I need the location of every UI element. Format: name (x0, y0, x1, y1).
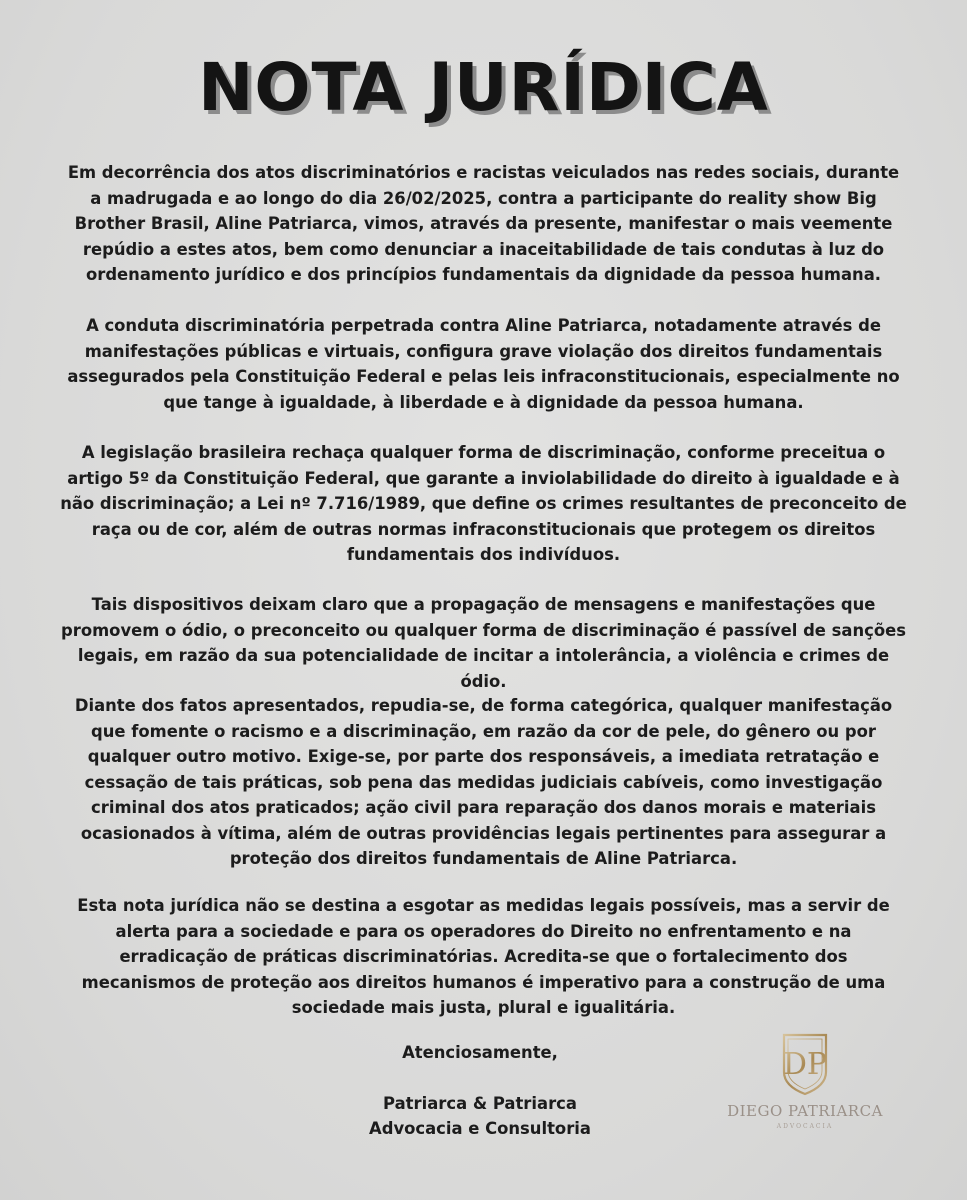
paragraph-conclusion: Esta nota jurídica não se destina a esgotar as medidas legais possíveis, mas a servir de alerta para a sociedade e para os operadores do Direito no enfrentamento e na erradicação de práticas discriminatórias. Acredita-se que o fortalecimento dos mecanismos de proteção aos direitos humanos é imperativo para a construção de uma sociedade mais justa, plural e igualitária. (77, 896, 890, 1017)
closing-salutation: Atenciosamente, (402, 1043, 558, 1062)
monogram-shield-icon (780, 1032, 830, 1096)
law-firm-logo (720, 1030, 890, 1140)
document-title: NOTA JURÍDICA (198, 49, 769, 126)
paragraph-intro: Em decorrência dos atos discriminatórios e racistas veiculados nas redes sociais, durante a madrugada e ao longo do dia 26/02/2025, contra a participante do reality show Big Brother Brasil, Aline Patriarca, vimos, através da presente, manifestar o mais veemente repúdio a estes atos, bem como denunciar a inaceitabilidade de tais condutas à luz do ordenamento jurídico e dos princípios fundamentais da dignidade da pessoa humana. (67, 163, 900, 284)
svg-text:DP: DP (782, 1047, 828, 1082)
paragraph-violation: A conduta discriminatória perpetrada contra Aline Patriarca, notadamente através de manifestações públicas e virtuais, configura grave violação dos direitos fundamentais assegurados pela Constituição Federal e pelas leis infraconstitucionais, especialmente no que tange à igualdade, à liberdade e à dignidade da pessoa humana. (67, 316, 900, 412)
paragraph-sanctions: Tais dispositivos deixam claro que a propagação de mensagens e manifestações que promovem o ódio, o preconceito ou qualquer forma de discriminação é passível de sanções legais, em razão da sua potencialidade de incitar a intolerância, a violência e crimes de ódio. (61, 595, 906, 691)
signature-firm-subtitle: Advocacia e Consultoria (369, 1119, 591, 1138)
logo-subtitle: ADVOCACIA (776, 1123, 834, 1130)
logo-name: DIEGO PATRIARCA (727, 1102, 883, 1120)
signature-firm-name: Patriarca & Patriarca (383, 1094, 577, 1113)
paragraph-legislation: A legislação brasileira rechaça qualquer forma de discriminação, conforme preceitua o artigo 5º da Constituição Federal, que garante a inviolabilidade do direito à igualdade e à não discriminação; a Lei nº 7.716/1989, que define os crimes resultantes de preconceito de raça ou de cor, além de outras normas infraconstitucionais que protegem os direitos fundamentais dos indivíduos. (60, 443, 907, 564)
paragraph-demands: Diante dos fatos apresentados, repudia-se, de forma categórica, qualquer manifestação que fomente o racismo e a discriminação, em razão da cor de pele, do gênero ou por qualquer outro motivo. Exige-se, por parte dos responsáveis, a imediata retratação e cessação de tais práticas, sob pena das medidas judiciais cabíveis, como investigação criminal dos atos praticados; ação civil para reparação dos danos morais e materiais ocasionados à vítima, além de outras providências legais pertinentes para assegurar a proteção dos direitos fundamentais de Aline Patriarca. (74, 696, 893, 868)
